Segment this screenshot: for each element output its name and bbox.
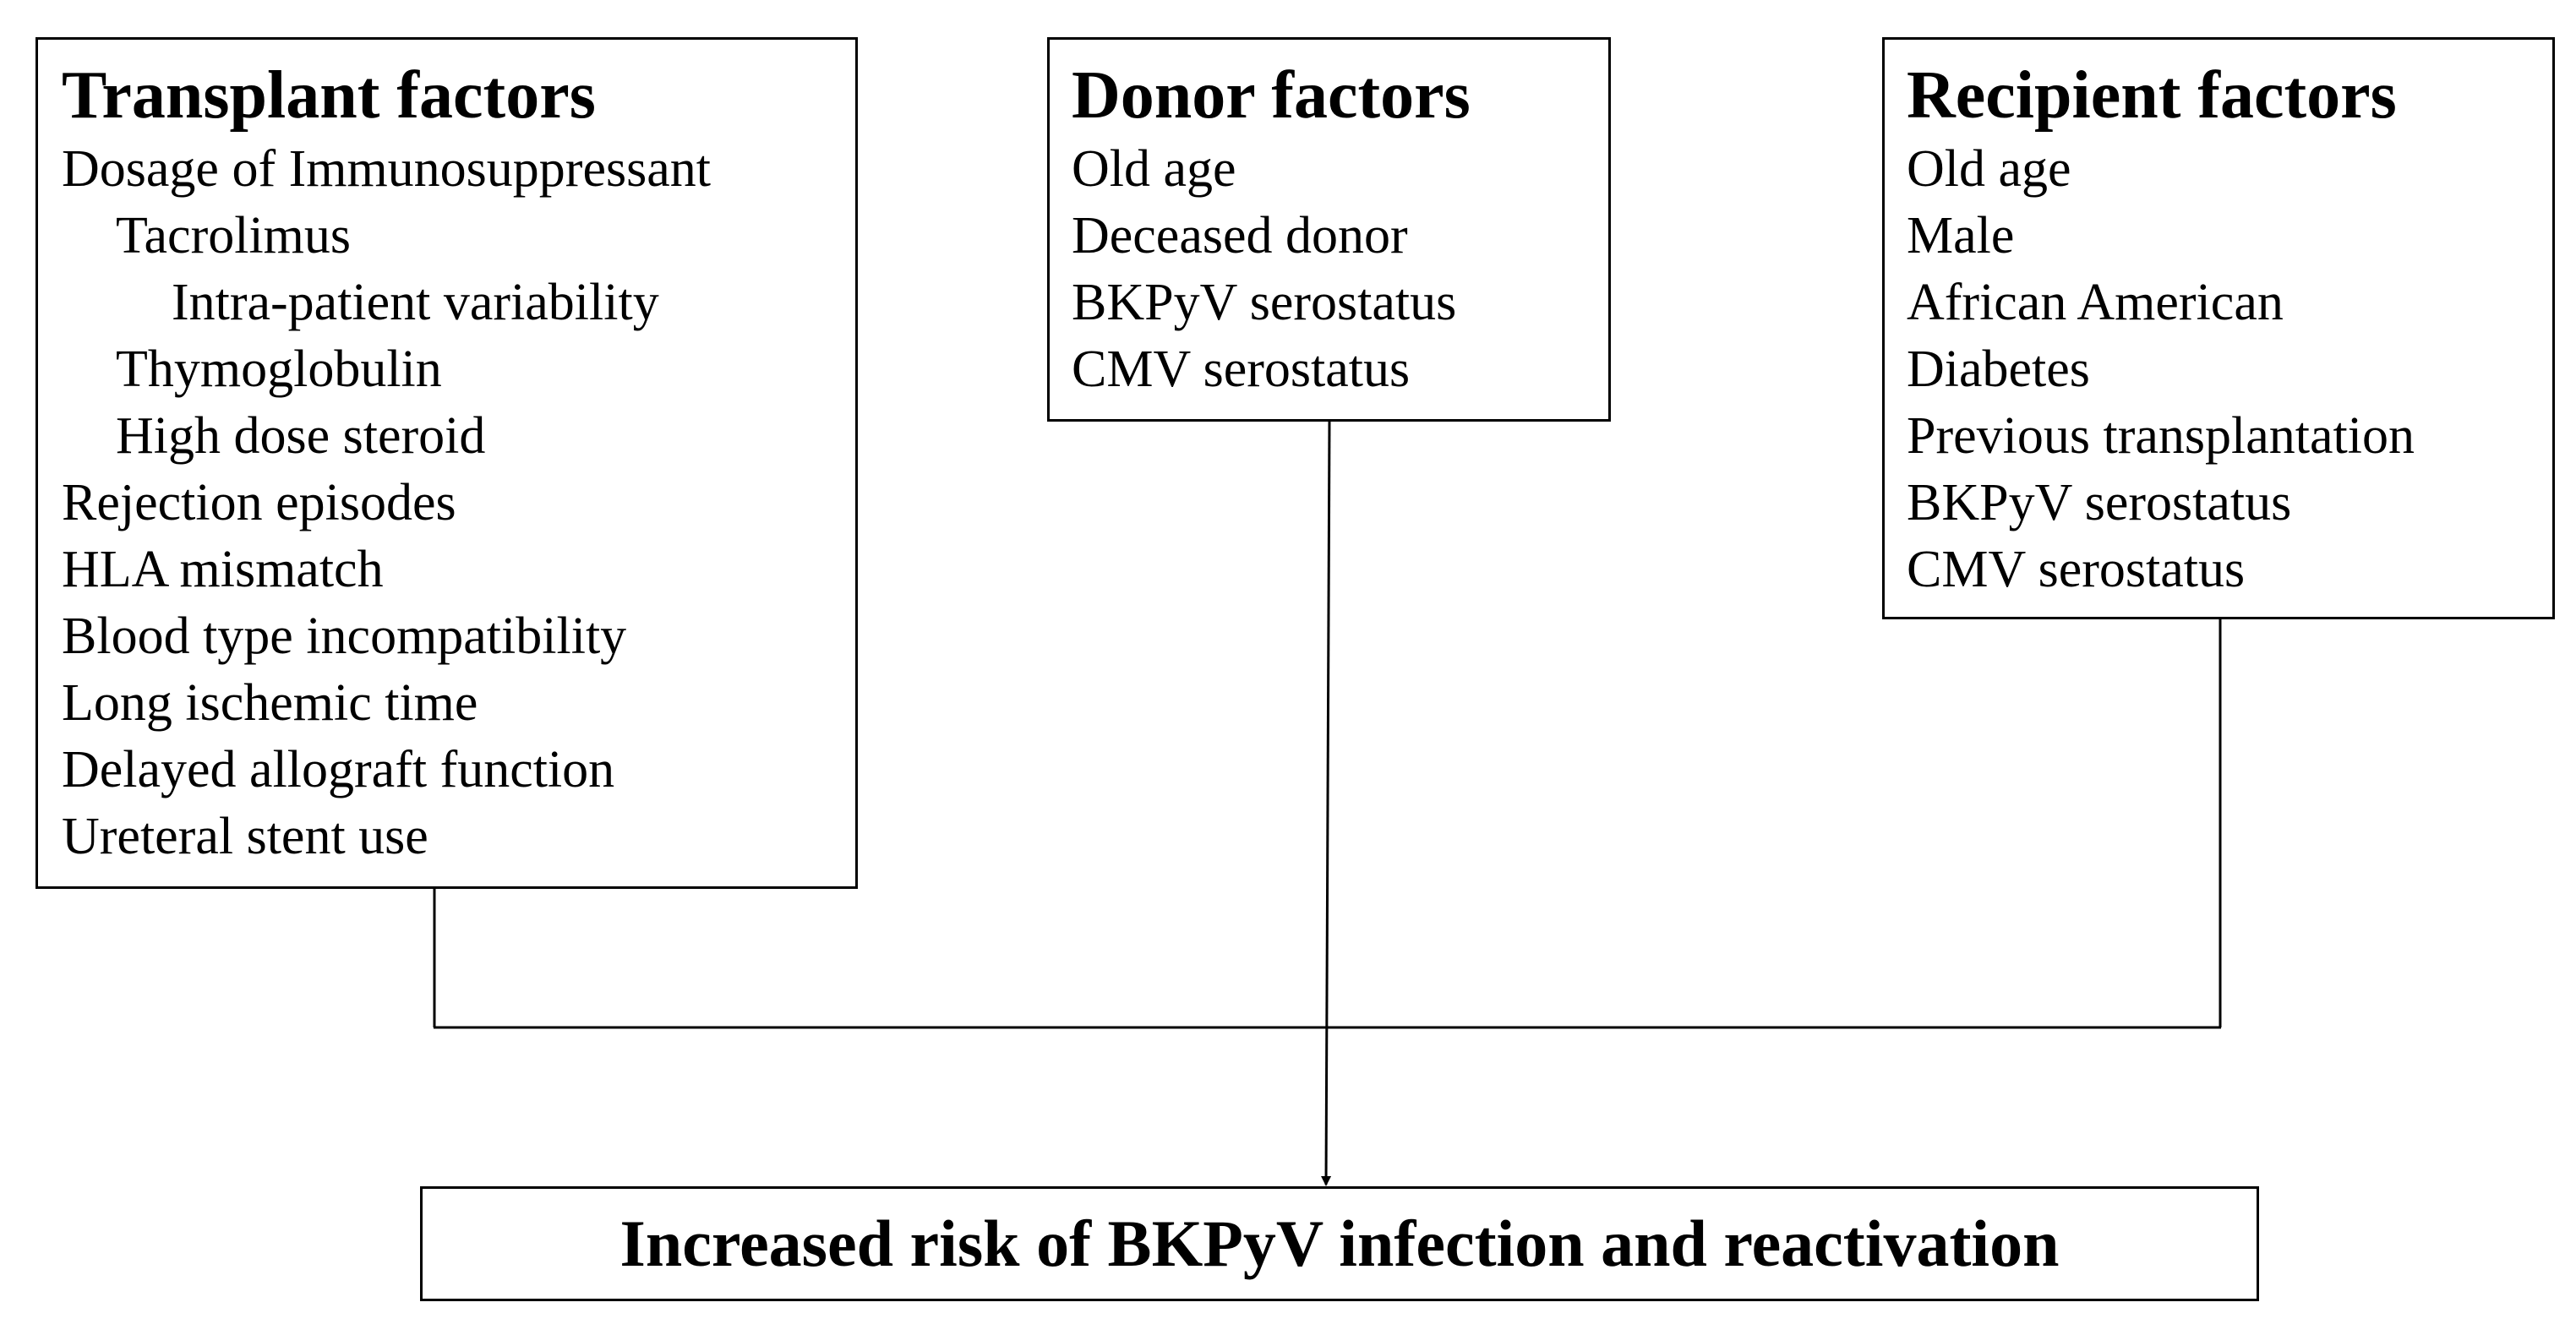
transplant-factors-title: Transplant factors xyxy=(62,58,596,133)
recipient-factors-list xyxy=(1907,136,2552,603)
factor-item: BKPyV serostatus xyxy=(1072,274,1457,331)
factor-item: Long ischemic time xyxy=(62,674,478,732)
donor-factors-box xyxy=(1047,37,1611,422)
factor-item: Previous transplantation xyxy=(1907,407,2415,465)
factor-item: Tacrolimus xyxy=(116,207,352,264)
donor-factors-list xyxy=(1072,136,1608,403)
factor-item: CMV serostatus xyxy=(1072,341,1411,398)
factor-item: Delayed allograft function xyxy=(62,741,615,798)
main-arrow xyxy=(1326,422,1329,1185)
factor-item: African American xyxy=(1907,274,2284,331)
factor-item: Ureteral stent use xyxy=(62,808,428,865)
factor-item: High dose steroid xyxy=(116,407,486,465)
donor-factors-title: Donor factors xyxy=(1072,58,1471,133)
factor-item: Rejection episodes xyxy=(62,474,456,531)
factor-item: Old age xyxy=(1907,140,2071,198)
transplant-factors-box xyxy=(35,37,858,889)
outcome-box xyxy=(420,1186,2259,1301)
factor-item: Intra-patient variability xyxy=(172,274,659,331)
factor-item: Male xyxy=(1907,207,2015,264)
factor-item: Thymoglobulin xyxy=(116,341,442,398)
factor-item: Deceased donor xyxy=(1072,207,1408,264)
outcome-label: Increased risk of BKPyV infection and reactivation xyxy=(619,1207,2060,1280)
factor-item: Dosage of Immunosuppressant xyxy=(62,140,711,198)
factor-item: HLA mismatch xyxy=(62,541,384,598)
factor-item: CMV serostatus xyxy=(1907,541,2246,598)
recipient-factors-title: Recipient factors xyxy=(1907,58,2397,133)
transplant-factors-list xyxy=(62,136,855,870)
factor-item: Blood type incompatibility xyxy=(62,608,627,665)
factor-item: BKPyV serostatus xyxy=(1907,474,2292,531)
recipient-factors-box xyxy=(1882,37,2555,619)
factor-item: Diabetes xyxy=(1907,341,2090,398)
factor-item: Old age xyxy=(1072,140,1236,198)
